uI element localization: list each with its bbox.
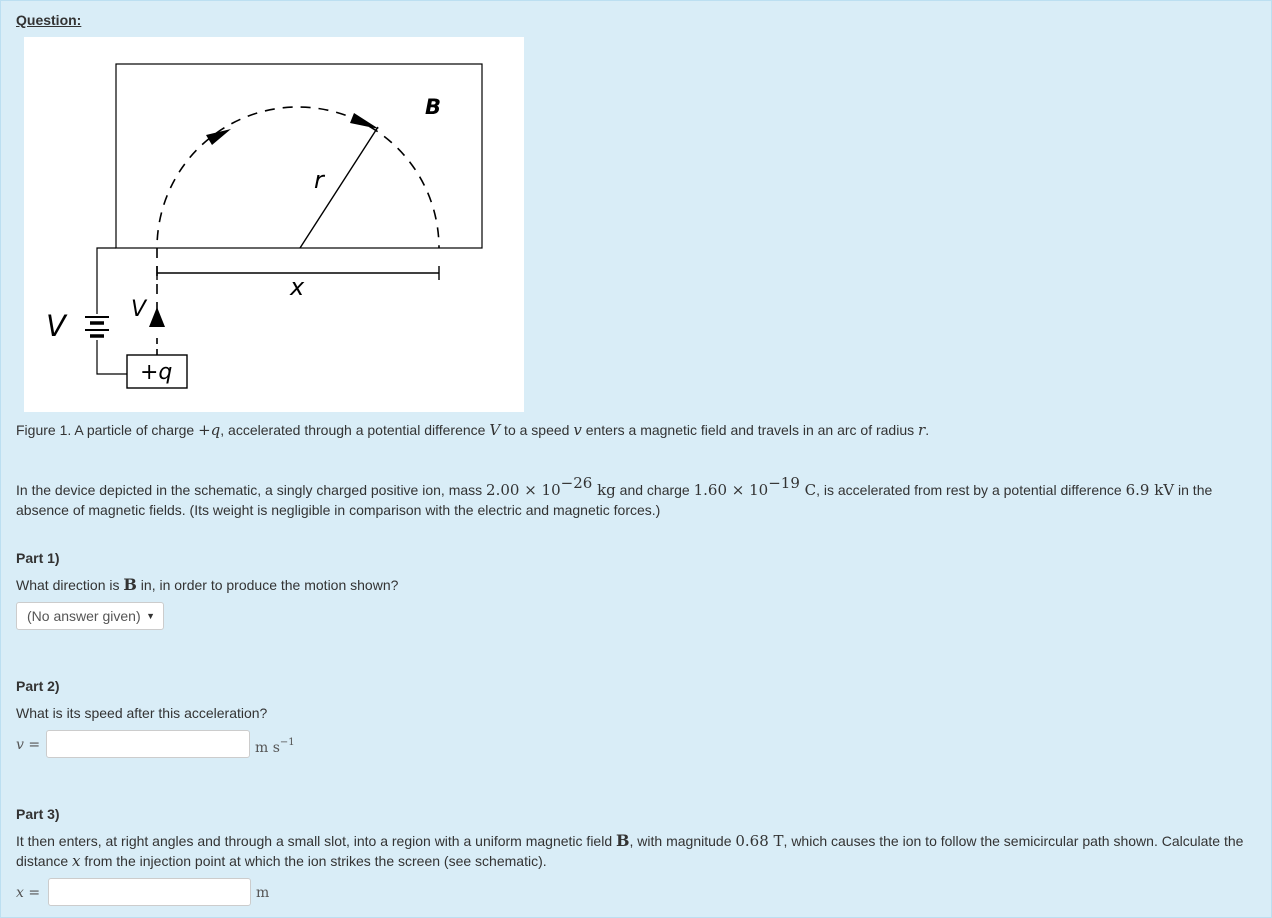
circuit-wire-top: [97, 248, 116, 314]
battery-icon: [85, 317, 109, 336]
speed-label: v =: [16, 737, 41, 753]
part2-question: What is its speed after this acceleration?: [16, 705, 268, 721]
label-V-gap: V: [131, 297, 147, 322]
label-B: B: [425, 95, 442, 119]
radius-line: [300, 127, 378, 248]
problem-statement: In the device depicted in the schematic, a singly charged positive ion, mass $2.00 \times 10^{-26}$ kg and charge $1.60 \times 10^{-19}$ C, is accelerated from rest by a potential difference 6.9 kV in the absence of magnetic fields. (Its weight is negligible in comparison with the electric and magnetic forces.): [16, 474, 1213, 518]
chevron-down-icon: ▼: [146, 611, 155, 621]
direction-select-value: (No answer given): [27, 608, 141, 624]
part1-heading: Part 1): [16, 550, 60, 566]
figure-caption: Figure 1. A particle of charge +q, accelerated through a potential difference V to a speed v enters a magnetic field and travels in an arc of radius r.: [16, 421, 930, 439]
distance-input[interactable]: [48, 878, 251, 906]
question-title: Question:: [16, 12, 82, 28]
speed-unit: m $s^{-1}$: [255, 737, 295, 756]
accel-arrow: [149, 307, 165, 327]
label-q: +q: [140, 360, 173, 385]
schematic-figure: [24, 37, 524, 412]
circuit-wire-bottom: [97, 340, 127, 374]
part1-question: What direction is B in, in order to produce the motion shown?: [16, 575, 399, 594]
speed-input[interactable]: [46, 730, 250, 758]
label-V-side: V: [46, 309, 66, 343]
part2-heading: Part 2): [16, 678, 60, 694]
part3-question: It then enters, at right angles and through a small slot, into a region with a uniform magnetic field B, with magnitude 0.68 T, which causes the ion to follow the semicircular path shown. Calculate the distance x from the injection point at which the ion strikes the screen (see schematic).: [16, 831, 1244, 870]
field-region-box: [116, 64, 482, 248]
path-arrow-2: [350, 113, 379, 129]
label-x: x: [290, 273, 305, 301]
direction-select[interactable]: [16, 602, 164, 630]
distance-label: x =: [16, 885, 41, 901]
distance-unit: m: [256, 885, 270, 901]
part3-heading: Part 3): [16, 806, 60, 822]
label-r: r: [314, 166, 324, 194]
